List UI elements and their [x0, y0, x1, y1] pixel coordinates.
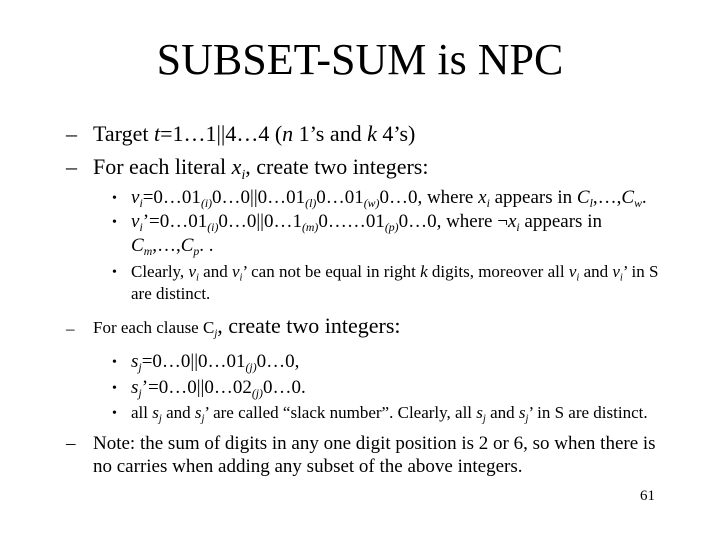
note-line: Note: the sum of digits in any one digit position is 2 or 6, so when there is [93, 433, 656, 454]
dash-marker: – [66, 319, 75, 338]
sj-prime-line: $s_j’=0\dots 0||0\dots 02_{(j)}0\dots 0$. [131, 377, 306, 401]
dash-marker: – [66, 154, 77, 179]
bullet-marker: • [112, 265, 117, 280]
vi-line: $v_i=0\dots 01_{(i)}0\dots 0||0\dots 01_{(l)}0\dots 01_{(w)}0\dots 0$, where $x_i$ appears in $C_l,\dots,C_w$. [131, 187, 647, 211]
literal-line: For each literal $x_i$, create two integers: [93, 154, 429, 182]
sj-line: $s_j=0\dots 0||0\dots 01_{(j)}0\dots 0$, [131, 351, 300, 375]
clearly-line-cont: are distinct. [131, 284, 211, 303]
slack-line: all $s_j$ and $s_j$’ are called “slack number”. Clearly, all $s_j$ and $s_j$’ in S are distinct. [131, 403, 648, 425]
bullet-marker: • [112, 381, 117, 396]
vi-prime-line-cont: $C_m,\dots,C_p$. . [131, 235, 214, 259]
page-number: 61 [640, 488, 655, 504]
bullet-marker: • [112, 406, 117, 421]
bullet-marker: • [112, 215, 117, 230]
note-line-cont: no carries when adding any subset of the above integers. [93, 456, 523, 477]
target-line: Target t=1…1||4…4 (n 1’s and k 4’s) [93, 121, 416, 146]
dash-marker: – [66, 121, 77, 146]
vi-prime-line: $v_i’=0\dots 01_{(i)}0\dots 0||0\dots 1_{(m)}0\dots\dots 01_{(p)}0\dots 0$, where $\neg x_i$ appears in [131, 211, 602, 235]
clearly-line: Clearly, $v_i$ and $v_i$’ can not be equal in right k digits, moreover all $v_i$ and $v_i$’ in S [131, 262, 659, 284]
dash-marker: – [66, 433, 76, 454]
bullet-marker: • [112, 191, 117, 206]
clause-line: For each clause $C_j$, create two integers: [93, 313, 401, 340]
bullet-marker: • [112, 355, 117, 370]
slide-title: SUBSET-SUM is NPC [156, 35, 564, 84]
